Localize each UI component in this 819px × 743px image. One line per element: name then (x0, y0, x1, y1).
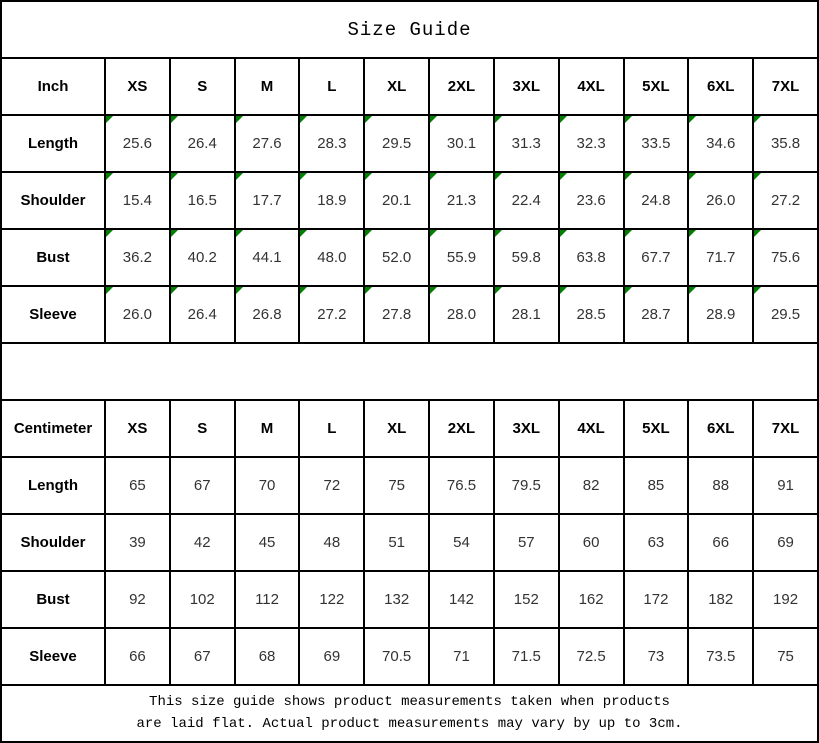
cm-value: 73.5 (706, 648, 736, 665)
cm-value-cell (494, 628, 559, 685)
inch-value-cell (624, 286, 689, 343)
inch-value: 48.0 (317, 249, 347, 266)
inch-value: 17.7 (252, 192, 282, 209)
inch-value: 20.1 (382, 192, 412, 209)
cm-value-cell (753, 457, 818, 514)
cm-value: 60 (582, 534, 600, 551)
inch-value-cell (753, 172, 818, 229)
cell-corner-marker-icon (300, 116, 307, 123)
cm-value-cell (170, 628, 235, 685)
cm-value-cell (753, 514, 818, 571)
cm-value: 67 (193, 648, 211, 665)
cell-corner-marker-icon (236, 173, 243, 180)
cell-corner-marker-icon (365, 173, 372, 180)
inch-value-cell (753, 229, 818, 286)
cm-value-cell (753, 628, 818, 685)
cell-corner-marker-icon (625, 116, 632, 123)
cm-value-cell (235, 457, 300, 514)
cm-value: 76.5 (446, 477, 477, 494)
cm-value: 152 (513, 591, 539, 608)
cell-corner-marker-icon (625, 173, 632, 180)
cm-value-cell (688, 628, 753, 685)
inch-value: 29.5 (770, 306, 801, 323)
cm-value: 192 (773, 591, 799, 608)
cm-value: 51 (388, 534, 405, 551)
size-header-m: M (235, 58, 300, 115)
cell-corner-marker-icon (754, 287, 761, 294)
cm-label-shoulder: Shoulder (1, 514, 105, 571)
inch-value: 36.2 (122, 249, 152, 266)
inch-value: 71.7 (706, 249, 736, 266)
footer-row (1, 685, 818, 742)
cell-corner-marker-icon (560, 173, 567, 180)
cm-value-cell (753, 571, 818, 628)
inch-value-cell (364, 115, 429, 172)
inch-value-cell (753, 115, 818, 172)
cell-corner-marker-icon (236, 116, 243, 123)
cm-value-cell (235, 628, 300, 685)
cm-value: 68 (258, 648, 276, 665)
inch-value-cell (170, 115, 235, 172)
cell-corner-marker-icon (560, 116, 567, 123)
cm-value: 162 (578, 591, 604, 608)
inch-value: 30.1 (446, 135, 477, 152)
cm-value: 182 (708, 591, 734, 608)
cell-corner-marker-icon (236, 287, 243, 294)
cm-value-cell (170, 571, 235, 628)
cm-value-cell (299, 571, 364, 628)
inch-value-cell (688, 229, 753, 286)
size-header-xl: XL (364, 58, 429, 115)
inch-row-sleeve (1, 286, 818, 343)
cell-corner-marker-icon (106, 230, 113, 237)
inch-value: 26.4 (187, 306, 217, 323)
inch-value: 31.3 (511, 135, 541, 152)
cm-value-cell (688, 514, 753, 571)
cell-corner-marker-icon (689, 230, 696, 237)
cell-corner-marker-icon (495, 230, 502, 237)
inch-value-cell (753, 286, 818, 343)
footer-line-1: This size guide shows product measurements taken when products (149, 693, 670, 710)
inch-value-cell (429, 172, 494, 229)
cm-value: 71 (453, 648, 470, 665)
cm-value: 132 (384, 591, 410, 608)
inch-label-bust: Bust (1, 229, 105, 286)
cm-value-cell (494, 457, 559, 514)
inch-row-length (1, 115, 818, 172)
cm-value: 85 (647, 477, 665, 494)
cm-label-length: Length (1, 457, 105, 514)
spacer-cell (1, 343, 818, 400)
cm-value: 71.5 (511, 648, 541, 665)
inch-value-cell (688, 172, 753, 229)
inch-value: 27.2 (770, 192, 801, 209)
cell-corner-marker-icon (106, 116, 113, 123)
cm-value-cell (624, 514, 689, 571)
cm-value: 66 (129, 648, 146, 665)
cm-value: 88 (712, 477, 730, 494)
page-title: Size Guide (1, 1, 818, 58)
cm-label-bust: Bust (1, 571, 105, 628)
inch-value-cell (105, 286, 170, 343)
size-header-4xl: 4XL (559, 400, 624, 457)
inch-value: 28.3 (317, 135, 347, 152)
cell-corner-marker-icon (754, 173, 761, 180)
size-header-4xl: 4XL (559, 58, 624, 115)
inch-value: 26.8 (252, 306, 282, 323)
cm-value: 91 (777, 477, 794, 494)
inch-value: 15.4 (122, 192, 152, 209)
cm-value: 57 (517, 534, 535, 551)
cell-corner-marker-icon (625, 230, 632, 237)
inch-value-cell (494, 286, 559, 343)
cell-corner-marker-icon (430, 116, 437, 123)
cell-corner-marker-icon (365, 230, 372, 237)
cell-corner-marker-icon (430, 287, 437, 294)
inch-value-cell (624, 229, 689, 286)
cm-table-section (1, 400, 818, 685)
cm-value-cell (170, 457, 235, 514)
footer-line-2: are laid flat. Actual product measurements may vary by up to 3cm. (136, 715, 683, 732)
cell-corner-marker-icon (625, 287, 632, 294)
inch-value: 25.6 (122, 135, 152, 152)
cell-corner-marker-icon (106, 173, 113, 180)
cm-label-sleeve: Sleeve (1, 628, 105, 685)
cm-value: 82 (582, 477, 600, 494)
cm-value-cell (559, 571, 624, 628)
cm-value-cell (624, 628, 689, 685)
cell-corner-marker-icon (689, 116, 696, 123)
size-header-l: L (299, 58, 364, 115)
cm-value-cell (105, 514, 170, 571)
inch-value: 59.8 (511, 249, 541, 266)
size-header-6xl: 6XL (688, 400, 753, 457)
cell-corner-marker-icon (495, 173, 502, 180)
cm-value-cell (559, 628, 624, 685)
inch-value-cell (429, 115, 494, 172)
cm-value: 75 (777, 648, 794, 665)
inch-value-cell (235, 229, 300, 286)
cm-value: 172 (643, 591, 669, 608)
cm-value: 39 (129, 534, 146, 551)
cell-corner-marker-icon (171, 230, 178, 237)
inch-header-row (1, 58, 818, 115)
cm-value-cell (364, 571, 429, 628)
cm-value: 70.5 (382, 648, 412, 665)
cell-corner-marker-icon (689, 287, 696, 294)
cm-value-cell (105, 571, 170, 628)
size-header-3xl: 3XL (494, 400, 559, 457)
cell-corner-marker-icon (171, 116, 178, 123)
cm-value: 79.5 (511, 477, 541, 494)
cm-value-cell (429, 571, 494, 628)
inch-value: 75.6 (770, 249, 801, 266)
cm-value-cell (364, 457, 429, 514)
inch-value: 40.2 (187, 249, 217, 266)
inch-value: 27.8 (382, 306, 412, 323)
inch-value-cell (494, 172, 559, 229)
inch-value-cell (364, 172, 429, 229)
cell-corner-marker-icon (560, 230, 567, 237)
cm-header-row (1, 400, 818, 457)
cm-value-cell (559, 457, 624, 514)
inch-value-cell (299, 229, 364, 286)
inch-value-cell (429, 229, 494, 286)
size-header-l: L (299, 400, 364, 457)
cm-row-sleeve (1, 628, 818, 685)
inch-value: 33.5 (641, 135, 671, 152)
cm-value: 102 (189, 591, 215, 608)
inch-value-cell (299, 115, 364, 172)
inch-row-shoulder (1, 172, 818, 229)
inch-value: 16.5 (187, 192, 217, 209)
cm-value-cell (299, 628, 364, 685)
cm-value: 122 (319, 591, 345, 608)
size-header-6xl: 6XL (688, 58, 753, 115)
cm-row-bust (1, 571, 818, 628)
inch-value-cell (235, 172, 300, 229)
cm-value-cell (429, 514, 494, 571)
cm-value: 70 (258, 477, 276, 494)
cm-value-cell (364, 514, 429, 571)
inch-value-cell (688, 115, 753, 172)
inch-value: 52.0 (382, 249, 412, 266)
inch-value: 34.6 (706, 135, 736, 152)
inch-value: 22.4 (511, 192, 541, 209)
size-header-5xl: 5XL (624, 400, 689, 457)
inch-value-cell (235, 286, 300, 343)
inch-value-cell (494, 229, 559, 286)
size-header-7xl: 7XL (753, 400, 818, 457)
inch-unit-label: Inch (1, 58, 105, 115)
cm-value-cell (429, 628, 494, 685)
cm-value-cell (170, 514, 235, 571)
cm-row-shoulder (1, 514, 818, 571)
cell-corner-marker-icon (754, 116, 761, 123)
cm-value: 72.5 (576, 648, 606, 665)
inch-value-cell (624, 172, 689, 229)
cm-value: 69 (777, 534, 794, 551)
inch-value-cell (559, 286, 624, 343)
size-header-3xl: 3XL (494, 58, 559, 115)
cell-corner-marker-icon (495, 287, 502, 294)
cell-corner-marker-icon (754, 230, 761, 237)
inch-value-cell (299, 286, 364, 343)
cell-corner-marker-icon (236, 230, 243, 237)
inch-value: 24.8 (641, 192, 671, 209)
cell-corner-marker-icon (106, 287, 113, 294)
inch-value-cell (105, 172, 170, 229)
cell-corner-marker-icon (365, 116, 372, 123)
cm-value: 75 (388, 477, 405, 494)
inch-value: 27.2 (317, 306, 347, 323)
cm-value: 66 (712, 534, 730, 551)
title-row (1, 1, 818, 58)
inch-table-section (1, 58, 818, 343)
inch-value: 26.4 (187, 135, 217, 152)
size-header-7xl: 7XL (753, 58, 818, 115)
footer-note (1, 685, 818, 742)
inch-value-cell (429, 286, 494, 343)
inch-value: 26.0 (706, 192, 736, 209)
cell-corner-marker-icon (430, 230, 437, 237)
cm-value-cell (494, 514, 559, 571)
cell-corner-marker-icon (689, 173, 696, 180)
cm-value-cell (299, 457, 364, 514)
size-header-2xl: 2XL (429, 58, 494, 115)
inch-value: 63.8 (576, 249, 606, 266)
inch-value: 26.0 (122, 306, 152, 323)
cell-corner-marker-icon (495, 116, 502, 123)
inch-value-cell (235, 115, 300, 172)
cm-value-cell (235, 571, 300, 628)
inch-value-cell (105, 229, 170, 286)
inch-value: 21.3 (446, 192, 477, 209)
cm-value: 67 (193, 477, 211, 494)
cell-corner-marker-icon (171, 287, 178, 294)
size-header-5xl: 5XL (624, 58, 689, 115)
size-header-xl: XL (364, 400, 429, 457)
inch-value: 32.3 (576, 135, 606, 152)
footer-section (1, 685, 818, 742)
inch-value-cell (494, 115, 559, 172)
inch-value-cell (688, 286, 753, 343)
cell-corner-marker-icon (560, 287, 567, 294)
inch-label-shoulder: Shoulder (1, 172, 105, 229)
cm-value-cell (105, 628, 170, 685)
cm-value: 142 (448, 591, 474, 608)
cm-value: 45 (258, 534, 276, 551)
cm-value-cell (624, 457, 689, 514)
inch-value: 44.1 (252, 249, 282, 266)
cm-value-cell (559, 514, 624, 571)
inch-value: 67.7 (641, 249, 671, 266)
cm-value-cell (105, 457, 170, 514)
size-header-xs: XS (105, 400, 170, 457)
inch-value-cell (170, 286, 235, 343)
inch-value-cell (170, 172, 235, 229)
gap-row (1, 343, 818, 400)
inch-value-cell (170, 229, 235, 286)
cm-value: 112 (255, 591, 279, 608)
inch-value: 28.7 (641, 306, 671, 323)
cm-value-cell (429, 457, 494, 514)
cell-corner-marker-icon (300, 173, 307, 180)
inch-value: 18.9 (317, 192, 347, 209)
inch-value-cell (559, 115, 624, 172)
cm-value-cell (364, 628, 429, 685)
inch-value: 28.1 (511, 306, 541, 323)
inch-value-cell (364, 229, 429, 286)
inch-value-cell (364, 286, 429, 343)
cm-value: 69 (323, 648, 341, 665)
cell-corner-marker-icon (171, 173, 178, 180)
inch-value-cell (105, 115, 170, 172)
cm-value: 65 (129, 477, 146, 494)
cm-value: 72 (323, 477, 341, 494)
cm-value: 48 (323, 534, 341, 551)
cm-value-cell (494, 571, 559, 628)
size-header-s: S (170, 400, 235, 457)
title-section (1, 1, 818, 58)
inch-label-length: Length (1, 115, 105, 172)
cm-value-cell (688, 571, 753, 628)
cm-unit-label: Centimeter (1, 400, 105, 457)
cm-value-cell (235, 514, 300, 571)
inch-value: 55.9 (446, 249, 477, 266)
inch-value: 35.8 (770, 135, 801, 152)
cm-row-length (1, 457, 818, 514)
size-header-xs: XS (105, 58, 170, 115)
cell-corner-marker-icon (300, 230, 307, 237)
cm-value: 63 (647, 534, 665, 551)
inch-value: 29.5 (382, 135, 412, 152)
inch-value-cell (299, 172, 364, 229)
inch-value: 28.5 (576, 306, 606, 323)
inch-label-sleeve: Sleeve (1, 286, 105, 343)
cm-value: 92 (129, 591, 146, 608)
gap-section (1, 343, 818, 400)
cm-value-cell (688, 457, 753, 514)
inch-value-cell (559, 172, 624, 229)
inch-value: 28.9 (706, 306, 736, 323)
inch-value-cell (559, 229, 624, 286)
inch-value: 28.0 (446, 306, 477, 323)
size-header-m: M (235, 400, 300, 457)
cell-corner-marker-icon (365, 287, 372, 294)
inch-value-cell (624, 115, 689, 172)
cm-value-cell (299, 514, 364, 571)
cell-corner-marker-icon (300, 287, 307, 294)
size-header-s: S (170, 58, 235, 115)
inch-row-bust (1, 229, 818, 286)
inch-value: 27.6 (252, 135, 282, 152)
cm-value: 73 (647, 648, 665, 665)
inch-value: 23.6 (576, 192, 606, 209)
size-header-2xl: 2XL (429, 400, 494, 457)
cm-value: 42 (193, 534, 211, 551)
cm-value: 54 (453, 534, 470, 551)
cell-corner-marker-icon (430, 173, 437, 180)
cm-value-cell (624, 571, 689, 628)
